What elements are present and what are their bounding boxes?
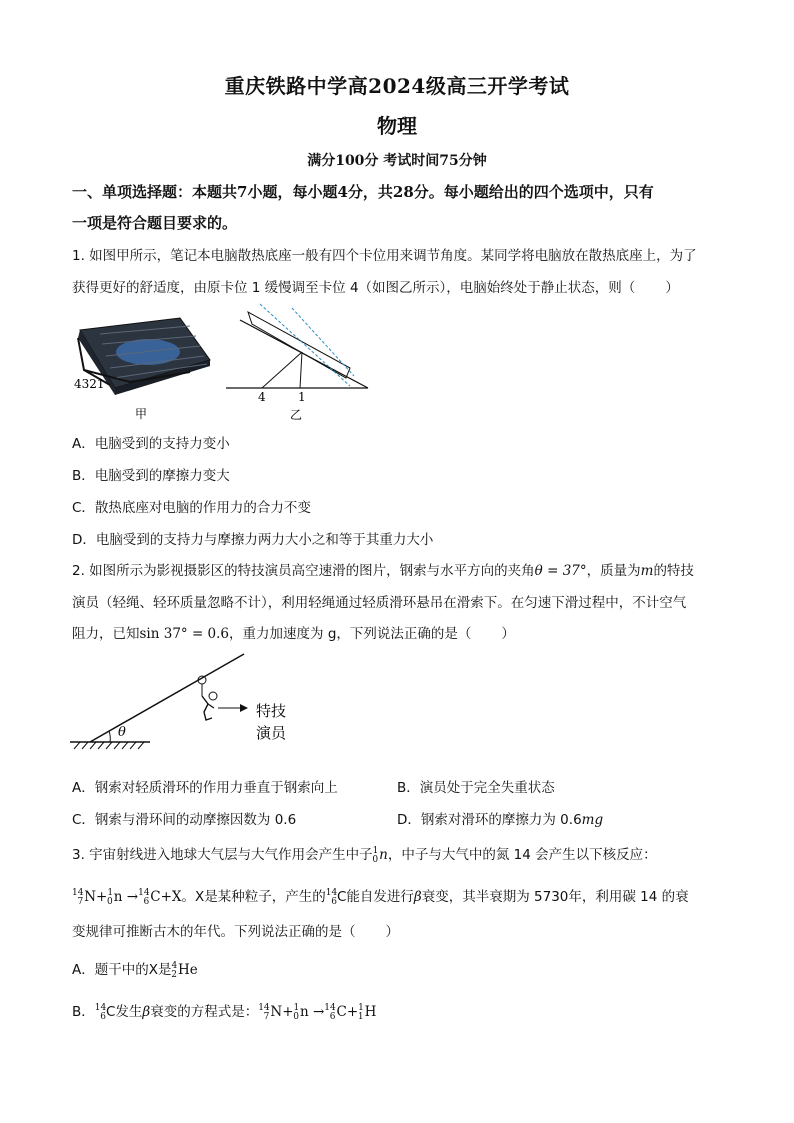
figure-yi-caption: 乙 xyxy=(290,408,303,422)
neutron-nuclide xyxy=(373,847,388,863)
c14-mass-2: 14 xyxy=(325,888,338,898)
q3-paren-close: ） xyxy=(385,924,399,940)
h-charge: 1 xyxy=(357,1012,364,1022)
n-mass: 1 xyxy=(372,846,379,856)
c14-nuclide-3 xyxy=(95,1004,106,1020)
q2-stem-line2: 演员（轻绳、轻环质量忽略不计），利用轻绳通过轻质滑环悬吊在滑索下。在匀速下滑过程中，不计空气 xyxy=(72,595,687,611)
slot-diagram xyxy=(220,300,380,425)
c14-charge-2: 6 xyxy=(331,897,337,907)
q1-stem-line1: 1. 如图甲所示，笔记本电脑散热底座一般有四个卡位用来调节角度。某同学将电脑放在散热底座上，为了 xyxy=(72,248,697,264)
h1-nuclide xyxy=(358,1004,376,1020)
section-heading-line1: 一、单项选择题：本题共7小题，每小题4分，共28分。每小题给出的四个选项中，只有 xyxy=(72,183,654,201)
slot-numbers: 4321 xyxy=(74,377,105,391)
n14-nuclide xyxy=(72,889,96,905)
neutron-nuclide-3: $^1_0$n xyxy=(293,1003,309,1022)
n-mass-3: 1 xyxy=(293,1003,300,1013)
exam-title: 重庆铁路中学高2024级高三开学考试 xyxy=(224,74,570,98)
arrow-head xyxy=(240,704,248,712)
q3-option-b-text: C发生 xyxy=(105,1004,143,1020)
figure-jia-caption: 甲 xyxy=(135,407,148,421)
beta-symbol: β xyxy=(413,889,422,905)
c14-nuclide-4 xyxy=(324,1004,358,1020)
n-mass-2: 1 xyxy=(107,888,114,898)
stunt-performer xyxy=(202,692,217,720)
q2-stem-line1 xyxy=(72,559,694,579)
n14-nuclide-2 xyxy=(258,1004,282,1020)
reaction-arrow-2: → xyxy=(312,1004,325,1020)
steel-cable xyxy=(90,654,244,742)
h-symbol: H xyxy=(364,1004,377,1020)
q3-line1-text-b: ，中子与大气中的氮 14 会产生以下核反应： xyxy=(387,847,657,863)
q3-line3-text: 变规律可推断古木的年代。下列说法正确的是（ xyxy=(72,924,356,940)
q3-line2-text-c: C能自发进行 xyxy=(336,889,414,905)
n14-mass-2: 14 xyxy=(258,1003,270,1013)
angle-arc xyxy=(109,731,110,742)
q3-option-a xyxy=(72,958,198,978)
q2-option-a: A．钢索对轻质滑环的作用力垂直于钢索向上 xyxy=(72,780,338,796)
subject-title: 物理 xyxy=(377,114,417,138)
q3-line2-text: 。X是某种粒子，产生的 xyxy=(181,889,326,905)
q1-stem-line2-text: 获得更好的舒适度，由原卡位 1 缓慢调至卡位 4（如图乙所示），电脑始终处于静止状态，则（ xyxy=(72,280,636,296)
c14-nuclide: $^{14}_6$C+X xyxy=(138,888,182,907)
q2-line3-text: 阻力，已知 xyxy=(72,626,140,642)
n-symbol: n xyxy=(379,847,388,863)
beta-symbol-2: β xyxy=(142,1004,151,1020)
c14-charge-3: 6 xyxy=(100,1012,106,1022)
slot-label-4: 4 xyxy=(258,390,266,404)
q2-line3-text-b: ，重力加速度为 g，下列说法正确的是（ xyxy=(229,626,472,642)
q1-option-a: A．电脑受到的支持力变小 xyxy=(72,436,230,452)
c-plus: C+ xyxy=(336,1004,359,1020)
zipline-figure xyxy=(70,650,300,750)
c14-mass-4: 14 xyxy=(324,1003,336,1013)
q2-stem-line3 xyxy=(72,622,515,642)
reaction-arrow: → xyxy=(126,889,139,905)
performer-label-line1: 特技 xyxy=(256,702,287,720)
q2-option-d xyxy=(397,808,603,828)
he-symbol: He xyxy=(177,962,198,978)
q2-option-c: C．钢索与滑环间的动摩擦因数为 0.6 xyxy=(72,812,297,828)
q2-angle-math: θ = 37° xyxy=(534,563,587,579)
c14-mass: 14 xyxy=(138,888,150,898)
n14-symbol-2: N xyxy=(270,1004,283,1020)
he-mass: 4 xyxy=(171,961,178,971)
plus-sign: + xyxy=(96,889,108,905)
neutron-nuclide-2: $^1_0$n xyxy=(107,888,123,907)
slot-label-1: 1 xyxy=(298,390,306,404)
q3-option-a-text: A．题干中的X是 xyxy=(72,962,172,978)
c14-nuclide-2 xyxy=(326,889,337,905)
q2-mass-symbol: m xyxy=(640,563,654,579)
q3-stem-line1 xyxy=(72,843,657,863)
c14-charge-4: 6 xyxy=(329,1012,336,1022)
q2-line1-text: 2. 如图所示为影视摄影区的特技演员高空速滑的图片，钢索与水平方向的夹角 xyxy=(72,563,535,579)
c14-mass-3: 14 xyxy=(94,1003,107,1013)
n14-mass: 14 xyxy=(72,888,84,898)
q3-line1-text: 3. 宇宙射线进入地球大气层与大气作用会产生中子 xyxy=(72,847,373,863)
dashed-line-a xyxy=(260,304,350,386)
q2-line1-text-b: ，质量为 xyxy=(586,563,641,579)
q3-line2-text-d: 衰变，其半衰期为 5730年，利用碳 14 的衰 xyxy=(421,889,689,905)
h-mass: 1 xyxy=(358,1003,364,1013)
plus-sign-2: + xyxy=(282,1004,294,1020)
support-leg-1 xyxy=(300,352,302,388)
n14-charge-2: 7 xyxy=(263,1012,270,1022)
q2-option-d-text: D．钢索对滑环的摩擦力为 0.6 xyxy=(397,812,582,828)
q1-option-c: C．散热底座对电脑的作用力的合力不变 xyxy=(72,500,311,516)
n-charge: 0 xyxy=(372,855,379,865)
n14-symbol: N xyxy=(84,889,96,905)
q2-option-d-mg: mg xyxy=(581,812,604,828)
q1-stem-line2 xyxy=(72,276,679,296)
n14-charge: 7 xyxy=(77,897,84,907)
q3-option-b-text-c: 衰变的方程式是： xyxy=(150,1004,259,1020)
q2-sin-math: sin 37° = 0.6 xyxy=(139,626,230,642)
n-charge-3: 0 xyxy=(293,1012,299,1022)
q3-stem-line2 xyxy=(72,885,689,905)
q3-stem-line3 xyxy=(72,920,399,940)
q2-paren-close: ） xyxy=(501,626,515,642)
q2-line1-text-c: 的特技 xyxy=(653,563,694,579)
exam-info: 满分100分 考试时间75分钟 xyxy=(307,153,487,169)
performer-label-line2: 演员 xyxy=(256,724,287,742)
he4-nuclide xyxy=(171,962,197,978)
ground-hatch xyxy=(74,742,144,749)
n-charge-2: 0 xyxy=(107,897,113,907)
q1-paren-close: ） xyxy=(665,280,679,296)
q2-option-b: B．演员处于完全失重状态 xyxy=(397,780,555,796)
q3-option-b-label: B． xyxy=(72,1004,95,1020)
q3-option-b xyxy=(72,1000,376,1020)
theta-label: θ xyxy=(118,725,126,740)
c14-charge: 6 xyxy=(143,897,150,907)
q1-option-d: D．电脑受到的支持力与摩擦力两力大小之和等于其重力大小 xyxy=(72,532,434,548)
section-heading-line2: 一项是符合题目要求的。 xyxy=(72,214,238,232)
q1-option-b: B．电脑受到的摩擦力变大 xyxy=(72,468,230,484)
support-leg-4 xyxy=(262,352,302,388)
cooling-pad-figure xyxy=(70,310,220,425)
he-charge: 2 xyxy=(171,970,177,980)
laptop-rectangle xyxy=(248,312,350,378)
